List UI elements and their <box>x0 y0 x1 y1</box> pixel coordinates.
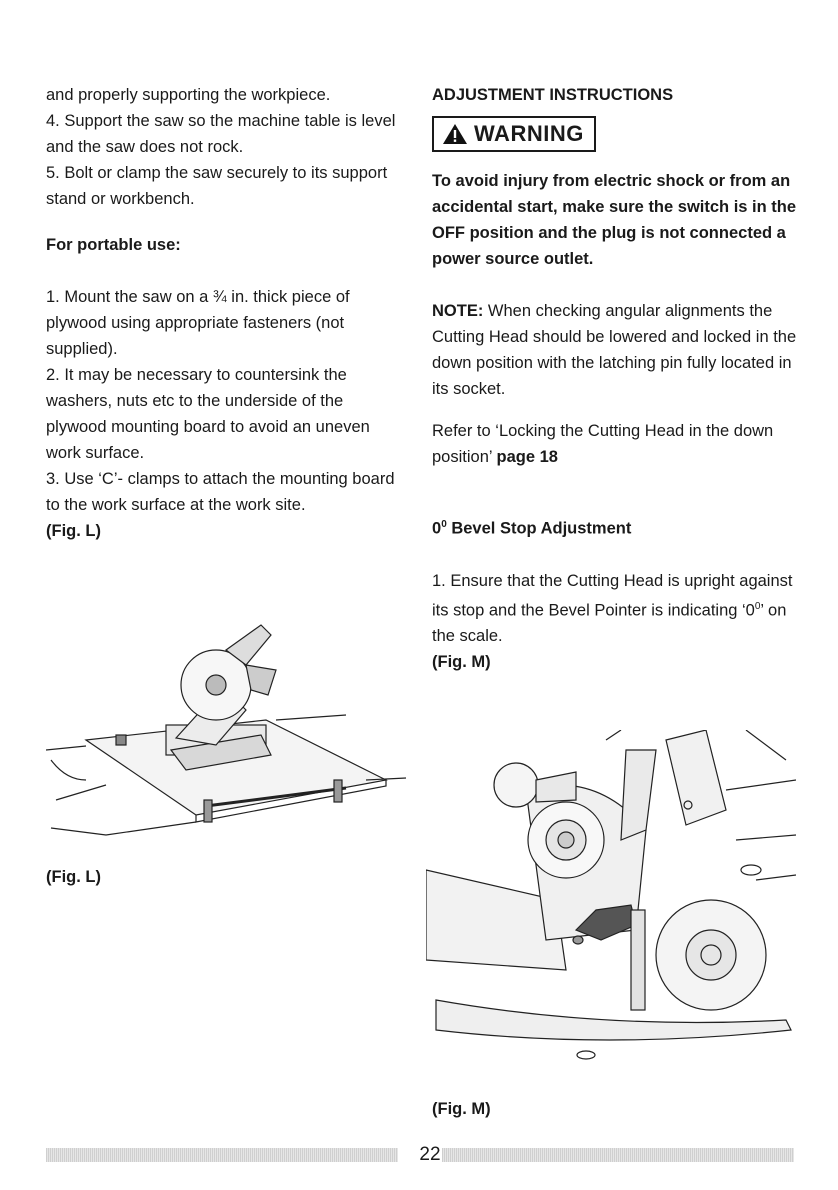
fig-m-illustration <box>426 730 796 1080</box>
page-number: 22 <box>419 1144 441 1165</box>
fig-m-reference: (Fig. M) <box>432 653 491 671</box>
note-text: When checking angular alignments the Cutting Head should be lowered and locked in the down position with the latching pin fully located in its socket. <box>432 302 797 398</box>
page-footer <box>46 1144 794 1164</box>
warning-text: To avoid injury from electric shock or from an accidental start, make sure the switch is in the OFF position and the plug is not connected a power source outlet. <box>432 172 797 268</box>
fig-l-reference: (Fig. L) <box>46 522 101 540</box>
bevel-step-1-degree: 0 <box>754 600 761 612</box>
fig-l-caption: (Fig. L) <box>46 868 101 886</box>
bevel-step-1-text-a: 1. Ensure that the Cutting Head is upright against its stop and the Bevel Pointer is indicating ‘0 <box>432 571 793 619</box>
footer-bar-left <box>46 1148 398 1162</box>
bevel-stop-heading <box>432 512 802 542</box>
bevel-step-1-text-b: ’ on the scale. <box>432 601 787 645</box>
fig-l-illustration <box>46 610 416 840</box>
warning-triangle-icon <box>442 123 468 145</box>
left-column <box>46 82 406 544</box>
bevel-step-1 <box>432 568 802 650</box>
bevel-heading-number: 0 <box>432 519 442 538</box>
paragraph-portable-step-3: 3. Use ‘C’- clamps to attach the mounting board to the work surface at the work site. <box>46 470 395 514</box>
bevel-heading-degree: 0 <box>441 519 447 530</box>
warning-banner <box>432 116 596 152</box>
paragraph-portable-step-1: 1. Mount the saw on a ¾ in. thick piece of plywood using appropriate fasteners (not supplied). <box>46 288 350 358</box>
portable-use-heading: For portable use: <box>46 236 181 254</box>
adjustment-instructions-heading: ADJUSTMENT INSTRUCTIONS <box>432 86 674 104</box>
note-paragraph <box>432 298 802 402</box>
note-label: NOTE: <box>432 302 484 320</box>
warning-label: WARNING <box>474 121 584 146</box>
paragraph-portable-step-2: 2. It may be necessary to countersink the washers, nuts etc to the underside of the plywood mounting board to avoid an uneven work surface. <box>46 366 370 462</box>
bevel-heading-text: Bevel Stop Adjustment <box>446 519 632 538</box>
paragraph-workpiece: and properly supporting the workpiece. <box>46 86 331 104</box>
refer-text: Refer to ‘Locking the Cutting Head in the down position’ <box>432 422 774 466</box>
footer-bar-right <box>442 1148 794 1162</box>
paragraph-step-4: 4. Support the saw so the machine table is level and the saw does not rock. <box>46 112 396 156</box>
right-column <box>432 82 802 675</box>
paragraph-step-5: 5. Bolt or clamp the saw securely to its support stand or workbench. <box>46 164 388 208</box>
refer-page-link: page 18 <box>496 448 558 466</box>
fig-m-caption: (Fig. M) <box>432 1100 491 1118</box>
refer-paragraph <box>432 418 802 470</box>
